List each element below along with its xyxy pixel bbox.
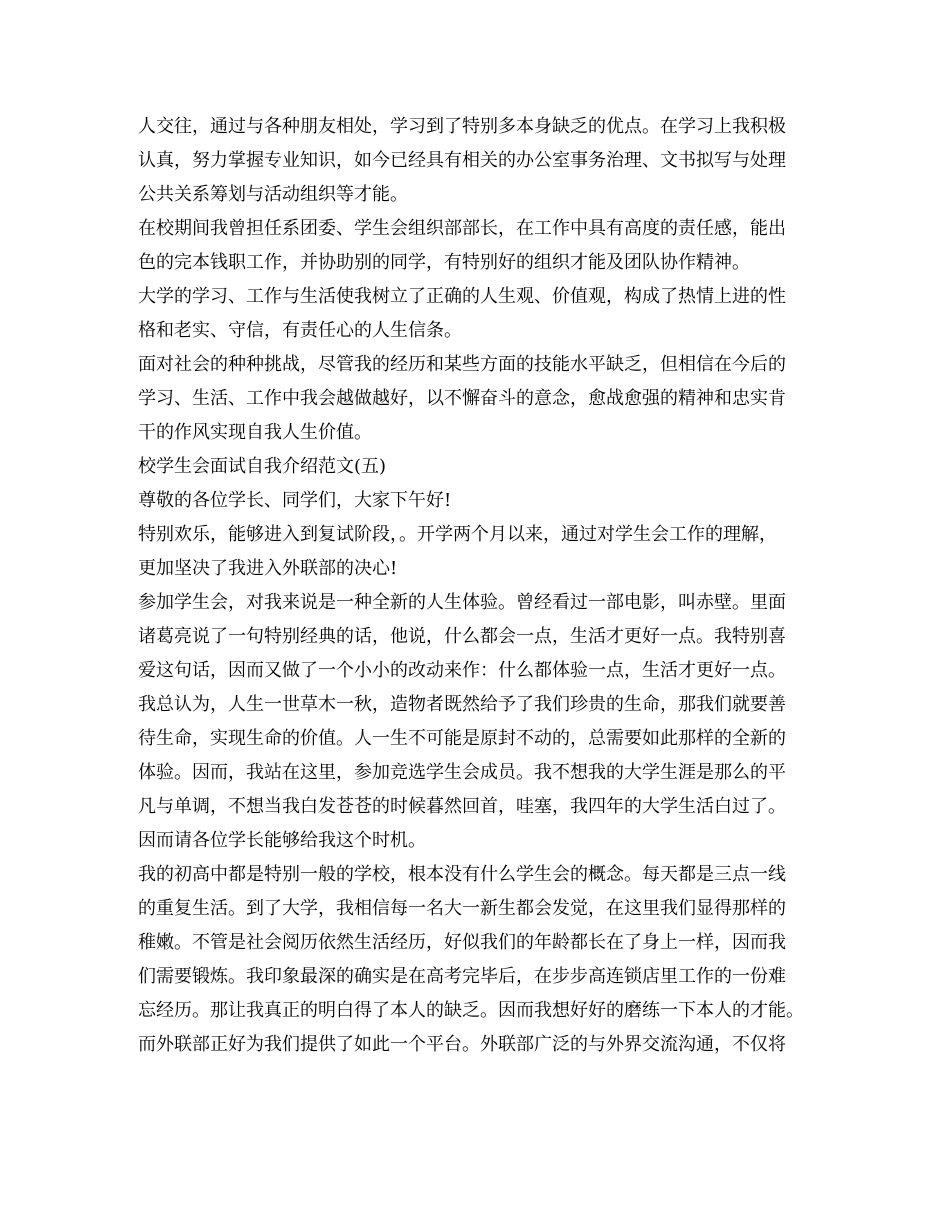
text-line: 参加学生会，对我来说是一种全新的人生体验。曾经看过一部电影，叫赤壁。里面 [138, 592, 786, 613]
text-line: 凡与单调，不想当我白发苍苍的时候暮然回首，哇塞，我四年的大学生活白过了。 [138, 796, 786, 817]
text-line: 面对社会的种种挑战，尽管我的经历和某些方面的技能水平缺乏，但相信在今后的 [138, 354, 786, 375]
text-line: 因而请各位学长能够给我这个时机。 [138, 830, 426, 851]
text-line: 学习、生活、工作中我会越做越好，以不懈奋斗的意念，愈战愈强的精神和忠实肯 [138, 388, 786, 409]
text-line: 我总认为，人生一世草木一秋，造物者既然给予了我们珍贵的生命，那我们就要善 [138, 694, 786, 715]
document-body [138, 110, 838, 1062]
text-line: 忘经历。那让我真正的明白得了本人的缺乏。因而我想好好的磨练一下本人的才能。 [138, 1000, 804, 1021]
text-line: 待生命，实现生命的价值。人一生不可能是原封不动的，总需要如此那样的全新的 [138, 728, 786, 749]
text-line: 人交往，通过与各种朋友相处，学习到了特别多本身缺乏的优点。在学习上我积极 [138, 116, 786, 137]
text-line: 的重复生活。到了大学，我相信每一名大一新生都会发觉，在这里我们显得那样的 [138, 898, 786, 919]
text-line: 在校期间我曾担任系团委、学生会组织部部长，在工作中具有高度的责任感，能出 [138, 218, 786, 239]
text-line: 格和老实、守信，有责任心的人生信条。 [138, 320, 462, 341]
text-line: 特别欢乐，能够进入到复试阶段，。开学两个月以来，通过对学生会工作的理解， [138, 524, 777, 545]
text-line: 我的初高中都是特别一般的学校，根本没有什么学生会的概念。每天都是三点一线 [138, 864, 786, 885]
text-line: 爱这句话，因而又做了一个小小的改动来作：什么都体验一点，生活才更好一点。 [138, 660, 786, 681]
text-line: 认真，努力掌握专业知识，如今已经具有相关的办公室事务治理、文书拟写与处理 [138, 150, 786, 171]
text-line: 诸葛亮说了一句特别经典的话，他说，什么都会一点，生活才更好一点。我特别喜 [138, 626, 786, 647]
text-line: 干的作风实现自我人生价值。 [138, 422, 372, 443]
text-line: 大学的学习、工作与生活使我树立了正确的人生观、价值观，构成了热情上进的性 [138, 286, 786, 307]
section-heading: 校学生会面试自我介绍范文(五) [138, 456, 387, 477]
text-line: 色的完本钱职工作，并协助别的同学，有特别好的组织才能及团队协作精神。 [138, 252, 750, 273]
text-line: 公共关系筹划与活动组织等才能。 [138, 184, 408, 205]
text-line: 们需要锻炼。我印象最深的确实是在高考完毕后，在步步高连锁店里工作的一份难 [138, 966, 786, 987]
text-line: 而外联部正好为我们提供了如此一个平台。外联部广泛的与外界交流沟通，不仅将 [138, 1034, 786, 1055]
text-line: 稚嫩。不管是社会阅历依然生活经历，好似我们的年龄都长在了身上一样，因而我 [138, 932, 786, 953]
text-line: 更加坚决了我进入外联部的决心! [138, 558, 398, 579]
text-line: 体验。因而，我站在这里，参加竞选学生会成员。我不想我的大学生涯是那么的平 [138, 762, 786, 783]
text-line: 尊敬的各位学长、同学们，大家下午好! [138, 490, 452, 511]
